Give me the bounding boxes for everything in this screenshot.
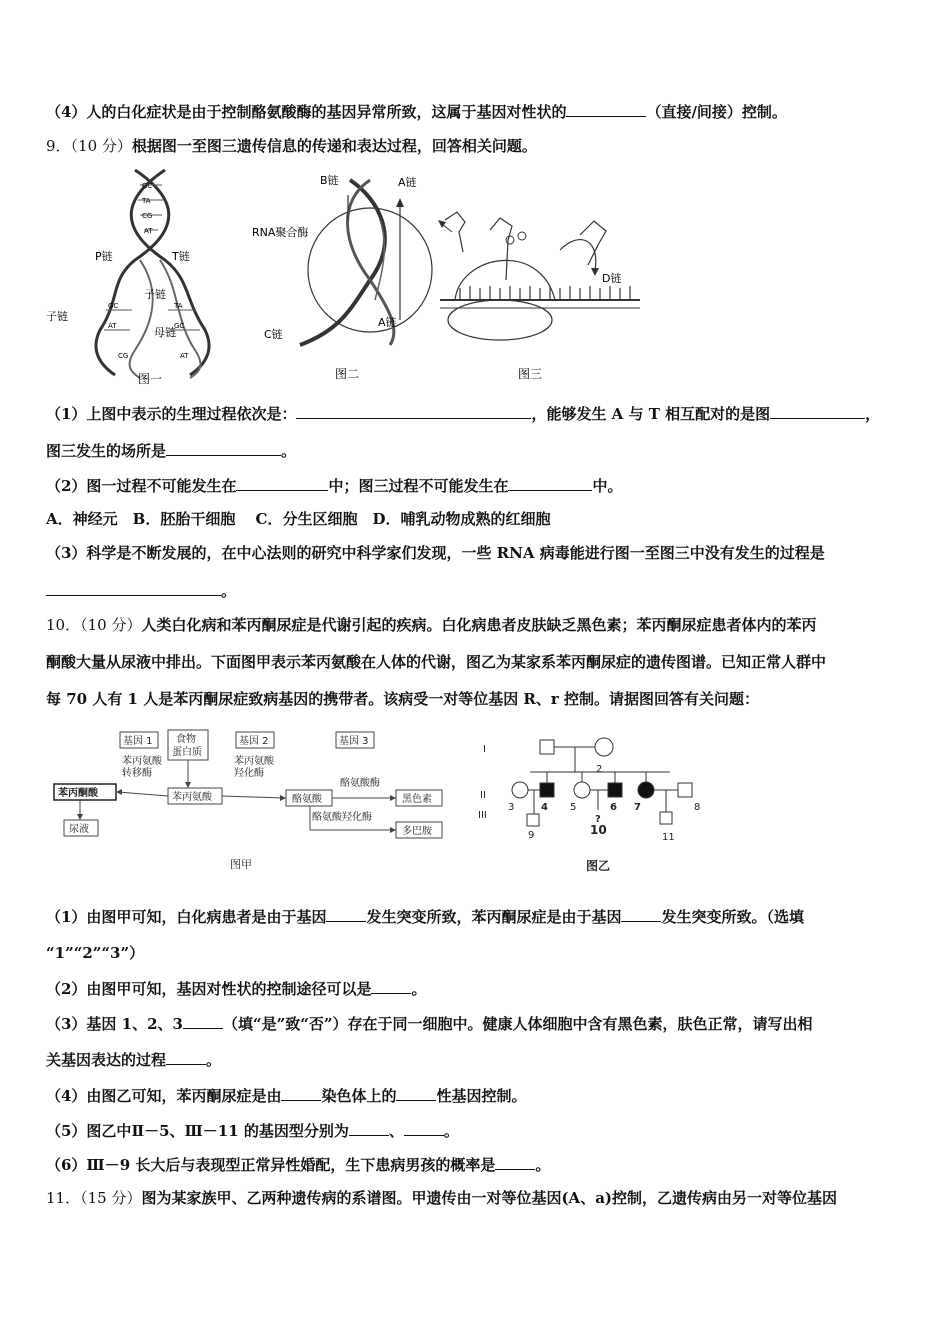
food-label: 食物 [176, 734, 196, 745]
individual-id: 6 [610, 802, 617, 813]
unknown-marker: ? [595, 814, 601, 825]
q10-sub2: （2）由图甲可知，基因对性状的控制途径可以是 。 [46, 980, 427, 998]
protein-label: 蛋白质 [172, 747, 202, 758]
q9-part2: （2）图一过程不可能发生在 中；图三过程不可能发生在 中。 [46, 477, 623, 495]
q10-sub5: （5）图乙中Ⅱ－5、Ⅲ－11 的基因型分别为 、 。 [46, 1122, 459, 1140]
individual-id: 3 [508, 802, 515, 813]
phenylalanine-label: 苯丙氨酸 [172, 792, 212, 803]
answer-blank[interactable] [495, 1154, 535, 1170]
base-pair-label: CG [142, 212, 153, 220]
d-chain-label: D链 [602, 272, 622, 285]
q10-sub3-line1: （3）基因 1、2、3 （填“是”致“否”）存在于同一细胞中。健康人体细胞中含有黑色素，肤色正常，请写出相 [46, 1015, 813, 1033]
enzyme-label: 转移酶 [122, 768, 152, 779]
daughter-chain-label: 子链 [144, 288, 166, 301]
answer-blank[interactable] [296, 403, 531, 419]
enzyme-label: 苯丙氨酸 [234, 756, 274, 767]
individual-id: 10 [590, 823, 607, 837]
t-chain-label: T链 [172, 250, 190, 263]
generation-3-label: III [478, 810, 487, 821]
base-pair-label: GC [108, 302, 119, 310]
individual-id: 11 [662, 832, 675, 843]
q9-header: 9．（10 分）根据图一至图三遗传信息的传递和表达过程，回答相关问题。 [46, 137, 537, 155]
gene-3-label: 基因 3 [339, 736, 369, 747]
answer-blank[interactable] [236, 475, 328, 491]
enzyme-label: 苯丙氨酸 [122, 756, 162, 767]
answer-blank[interactable] [770, 403, 865, 419]
rna-polymerase-label: RNA聚合酶 [252, 226, 309, 239]
individual-id: 2 [596, 764, 603, 775]
parent-chain-label: 母链 [154, 326, 176, 339]
gene-2-label: 基因 2 [239, 736, 269, 747]
base-pair-label: AT [144, 227, 153, 235]
enzyme-label: 酪氨酸羟化酶 [312, 812, 372, 823]
answer-blank[interactable] [46, 580, 221, 596]
individual-1-male [540, 740, 554, 754]
figure-2-transcription [252, 173, 432, 381]
q9-part1-line1: （1）上图中表示的生理过程依次是： ，能够发生 A 与 T 相互配对的是图 ， [46, 405, 881, 423]
answer-blank[interactable] [326, 906, 366, 922]
answer-blank[interactable] [166, 440, 281, 456]
q10-sub3-line2: 关基因表达的过程 。 [46, 1051, 222, 1069]
figure-a-caption: 图甲 [230, 858, 252, 871]
q9-options: A．神经元 B．胚胎干细胞 C．分生区细胞 D．哺乳动物成熟的红细胞 [46, 510, 551, 528]
individual-3-female [512, 782, 528, 798]
q10-sub1-line1: （1）由图甲可知，白化病患者是由于基因 发生突变所致，苯丙酮尿症是由于基因 发生突变所致。（选填 [46, 908, 804, 926]
q9-part3-line2: 。 [46, 580, 236, 601]
individual-4-male-affected [540, 783, 554, 797]
q10-intro-line3: 每 70 人有 1 人是苯丙酮尿症致病基因的携带者。该病受一对等位基因 R、r 控制。请据图回答有关问题： [46, 690, 760, 708]
figure-3-translation [438, 212, 640, 381]
q9-part1-line2: 图三发生的场所是 。 [46, 442, 297, 460]
gene-1-label: 基因 1 [123, 736, 153, 747]
base-pair-label: GC [142, 182, 153, 190]
base-pair-label: TA [142, 197, 151, 205]
a-chain-label: A链 [378, 316, 397, 329]
figure-1-caption: 图一 [138, 372, 163, 386]
answer-blank[interactable] [508, 475, 592, 491]
answer-blank[interactable] [281, 1085, 321, 1101]
individual-6-male-affected [608, 783, 622, 797]
figure-b-pedigree [478, 738, 700, 873]
individual-7-female-affected [638, 782, 654, 798]
q10-header: 10．（10 分）人类白化病和苯丙酮尿症是代谢引起的疾病。白化病患者皮肤缺乏黑色素；苯丙酮尿症患者体内的苯丙 [46, 616, 817, 634]
base-pair-label: CG [118, 352, 129, 360]
base-pair-label: AT [108, 322, 117, 330]
individual-id: 7 [634, 802, 641, 813]
phenylpyruvic-label: 苯丙酮酸 [58, 788, 98, 799]
q10-sub6: （6）Ⅲ－9 长大后与表现型正常异性婚配，生下患病男孩的概率是 。 [46, 1156, 551, 1174]
tyrosine-label: 酪氨酸 [292, 794, 322, 805]
p-chain-label: P链 [95, 250, 113, 263]
individual-2-female [595, 738, 613, 756]
b-chain-label: B链 [320, 174, 339, 187]
base-pair-label: TA [174, 302, 183, 310]
figure-a-metabolism [54, 730, 442, 871]
individual-5-female [574, 782, 590, 798]
q8-part4: （4）人的白化症状是由于控制酪氨酸酶的基因异常所致，这属于基因对性状的 （直接/间接）控制。 [46, 103, 787, 121]
enzyme-label: 酪氨酸酶 [340, 778, 380, 789]
figure-b-caption: 图乙 [586, 859, 611, 873]
melanin-label: 黑色素 [402, 794, 432, 805]
base-pair-label: AT [180, 352, 189, 360]
generation-1-label: I [483, 744, 486, 755]
individual-id: 5 [570, 802, 577, 813]
generation-2-label: II [480, 790, 486, 801]
q10-sub1-line2: “1”“2”“3”） [46, 944, 145, 962]
figure-2-caption: 图二 [335, 367, 360, 381]
individual-9-male [527, 814, 539, 826]
urine-label: 尿液 [69, 824, 89, 835]
daughter-chain-label: 子链 [46, 310, 68, 323]
answer-blank[interactable] [183, 1013, 223, 1029]
c-chain-label: C链 [264, 328, 283, 341]
answer-blank[interactable] [166, 1049, 206, 1065]
individual-8-male [678, 783, 692, 797]
answer-blank[interactable] [349, 1120, 389, 1136]
answer-blank[interactable] [621, 906, 661, 922]
q9-figures [40, 160, 650, 390]
q10-figures [50, 728, 710, 878]
q11-header: 11．（15 分）图为某家族甲、乙两种遗传病的系谱图。甲遗传由一对等位基因(A、a)控制，乙遗传病由另一对等位基因 [46, 1189, 838, 1207]
individual-11-male [660, 812, 672, 824]
answer-blank[interactable] [396, 1085, 436, 1101]
individual-id: 8 [694, 802, 701, 813]
q10-sub4: （4）由图乙可知，苯丙酮尿症是由 染色体上的 性基因控制。 [46, 1087, 527, 1105]
answer-blank[interactable] [404, 1120, 444, 1136]
q9-part3-line1: （3）科学是不断发展的，在中心法则的研究中科学家们发现，一些 RNA 病毒能进行图一至图三中没有发生的过程是 [46, 544, 825, 562]
a-chain-label: A链 [398, 176, 417, 189]
figure-3-caption: 图三 [518, 367, 543, 381]
individual-id: 4 [541, 802, 548, 813]
answer-blank[interactable] [566, 101, 646, 117]
individual-id: 9 [528, 830, 535, 841]
enzyme-label: 羟化酶 [234, 768, 264, 779]
dopamine-label: 多巴胺 [402, 826, 432, 837]
answer-blank[interactable] [371, 978, 411, 994]
figure-1-dna-replication [46, 170, 209, 386]
base-pair-label: GC [174, 322, 185, 330]
q10-intro-line2: 酮酸大量从尿液中排出。下面图甲表示苯丙氨酸在人体的代谢，图乙为某家系苯丙酮尿症的遗传图谱。已知正常人群中 [46, 653, 827, 671]
